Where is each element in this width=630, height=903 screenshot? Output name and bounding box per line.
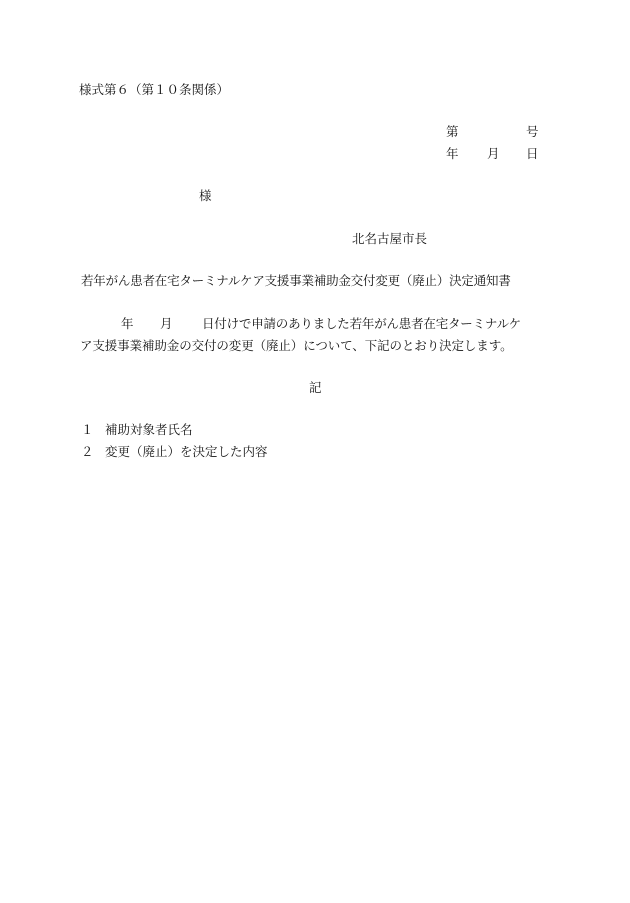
list-item-number: ２ xyxy=(81,444,94,459)
date-day-label: 日 xyxy=(526,146,539,161)
body-text-line1: 日付けで申請のありました若年がん患者在宅ターミナルケ xyxy=(202,316,521,331)
date-month-label: 月 xyxy=(487,146,500,161)
document-number-prefix: 第 xyxy=(446,124,459,139)
document-title: 若年がん患者在宅ターミナルケア支援事業補助金交付変更（廃止）決定通知書 xyxy=(81,273,511,288)
form-number: 様式第６（第１０条関係） xyxy=(79,82,230,97)
notes-heading: 記 xyxy=(309,380,322,395)
body-month-label: 月 xyxy=(160,316,173,331)
body-text-line2: ア支援事業補助金の交付の変更（廃止）について、下記のとおり決定します。 xyxy=(80,338,513,353)
list-item-text: 変更（廃止）を決定した内容 xyxy=(105,444,268,459)
document-number-suffix: 号 xyxy=(526,124,539,139)
body-year-label: 年 xyxy=(121,316,134,331)
list-item-text: 補助対象者氏名 xyxy=(105,422,193,437)
issuer-name: 北名古屋市長 xyxy=(352,231,428,246)
recipient-honorific: 様 xyxy=(199,188,212,203)
date-year-label: 年 xyxy=(446,146,459,161)
list-item-number: １ xyxy=(81,422,94,437)
